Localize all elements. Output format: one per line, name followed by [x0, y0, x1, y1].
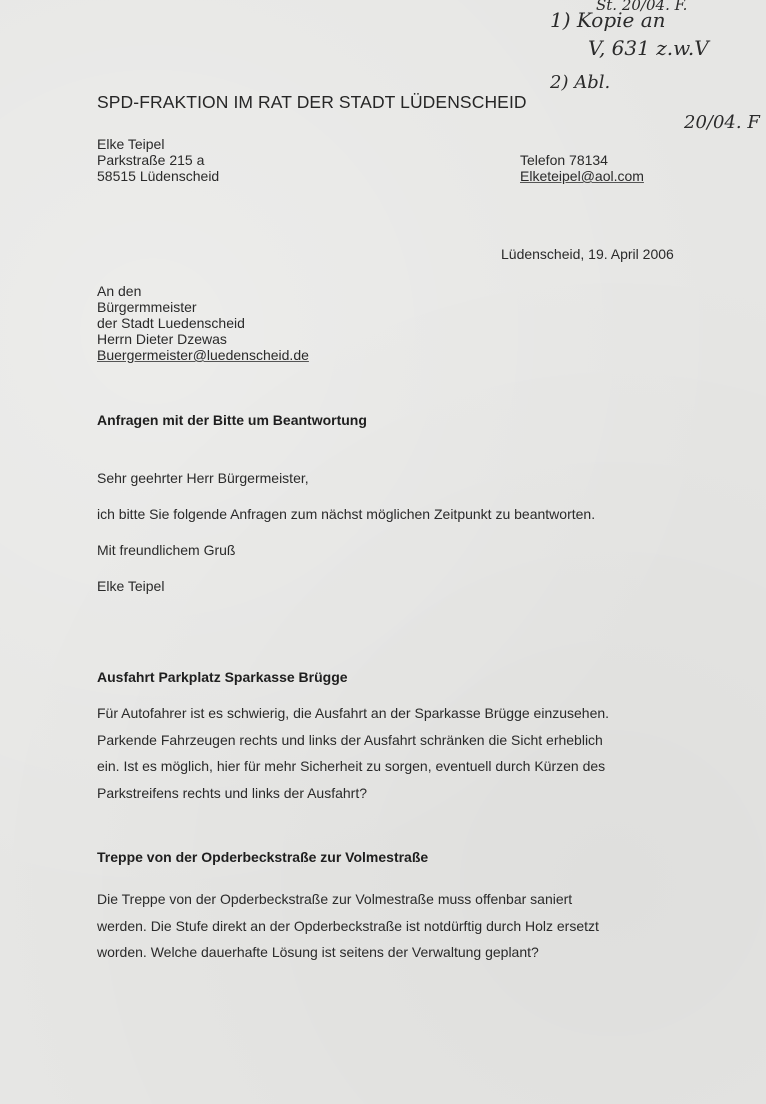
sender-name: Elke Teipel — [97, 136, 165, 152]
sender-contact — [520, 152, 644, 184]
body-line: ein. Ist es möglich, hier für mehr Sicherheit zu sorgen, eventuell durch Kürzen des — [97, 758, 606, 774]
body-line: werden. Die Stufe direkt an der Opderbeckstraße ist notdürftig durch Holz ersetzt — [97, 917, 599, 934]
letter-subject: Anfragen mit der Bitte um Beantwortung — [97, 412, 367, 428]
sender-phone: Telefon 78134 — [520, 152, 608, 168]
recipient-line1: An den — [97, 283, 142, 299]
body-line: Parkstreifens rechts und links der Ausfahrt? — [97, 784, 368, 801]
recipient-line4: Herrn Dieter Dzewas — [97, 331, 227, 347]
salutation: Sehr geehrter Herr Bürgermeister, — [97, 470, 309, 486]
recipient-email-link[interactable]: Buergermeister@luedenscheid.de — [97, 347, 309, 363]
handwritten-date-mark: 20/04. F — [684, 112, 760, 133]
letterhead-title: SPD-FRAKTION IM RAT DER STADT LÜDENSCHEID — [97, 92, 527, 112]
body-line: worden. Welche dauerhafte Lösung ist seitens der Verwaltung geplant? — [97, 944, 539, 960]
handwritten-note-line1: 1) Kopie an — [550, 8, 666, 32]
letter-date: Lüdenscheid, 19. April 2006 — [501, 246, 674, 262]
body-line: Die Treppe von der Opderbeckstraße zur Volmestraße muss offenbar saniert — [97, 891, 573, 907]
intro-paragraph: ich bitte Sie folgende Anfragen zum nächst möglichen Zeitpunkt zu beantworten. — [97, 506, 596, 522]
handwritten-note-line3: 2) Abl. — [550, 72, 611, 93]
recipient-address — [97, 283, 309, 363]
recipient-line2: Bürgermmeister — [97, 299, 197, 315]
section-body-treppe — [97, 886, 599, 966]
closing-phrase: Mit freundlichem Gruß — [97, 542, 236, 558]
signature-name: Elke Teipel — [97, 578, 165, 594]
section-heading-sparkasse: Ausfahrt Parkplatz Sparkasse Brügge — [97, 669, 348, 685]
recipient-line3: der Stadt Luedenscheid — [97, 315, 245, 331]
handwritten-note-top: St. 20/04. F. — [596, 0, 688, 14]
handwritten-note-line2: V, 631 z.w.V — [588, 36, 709, 60]
sender-address — [97, 136, 219, 184]
section-heading-treppe: Treppe von der Opderbeckstraße zur Volmestraße — [97, 849, 429, 865]
sender-email-link[interactable]: Elketeipel@aol.com — [520, 168, 644, 184]
section-body-sparkasse — [97, 700, 609, 806]
body-line: Parkende Fahrzeugen rechts und links der Ausfahrt schränken die Sicht erheblich — [97, 731, 603, 748]
sender-street: Parkstraße 215 a — [97, 152, 205, 168]
body-line: Für Autofahrer ist es schwierig, die Ausfahrt an der Sparkasse Brügge einzusehen. — [97, 705, 610, 721]
sender-city: 58515 Lüdenscheid — [97, 168, 220, 184]
